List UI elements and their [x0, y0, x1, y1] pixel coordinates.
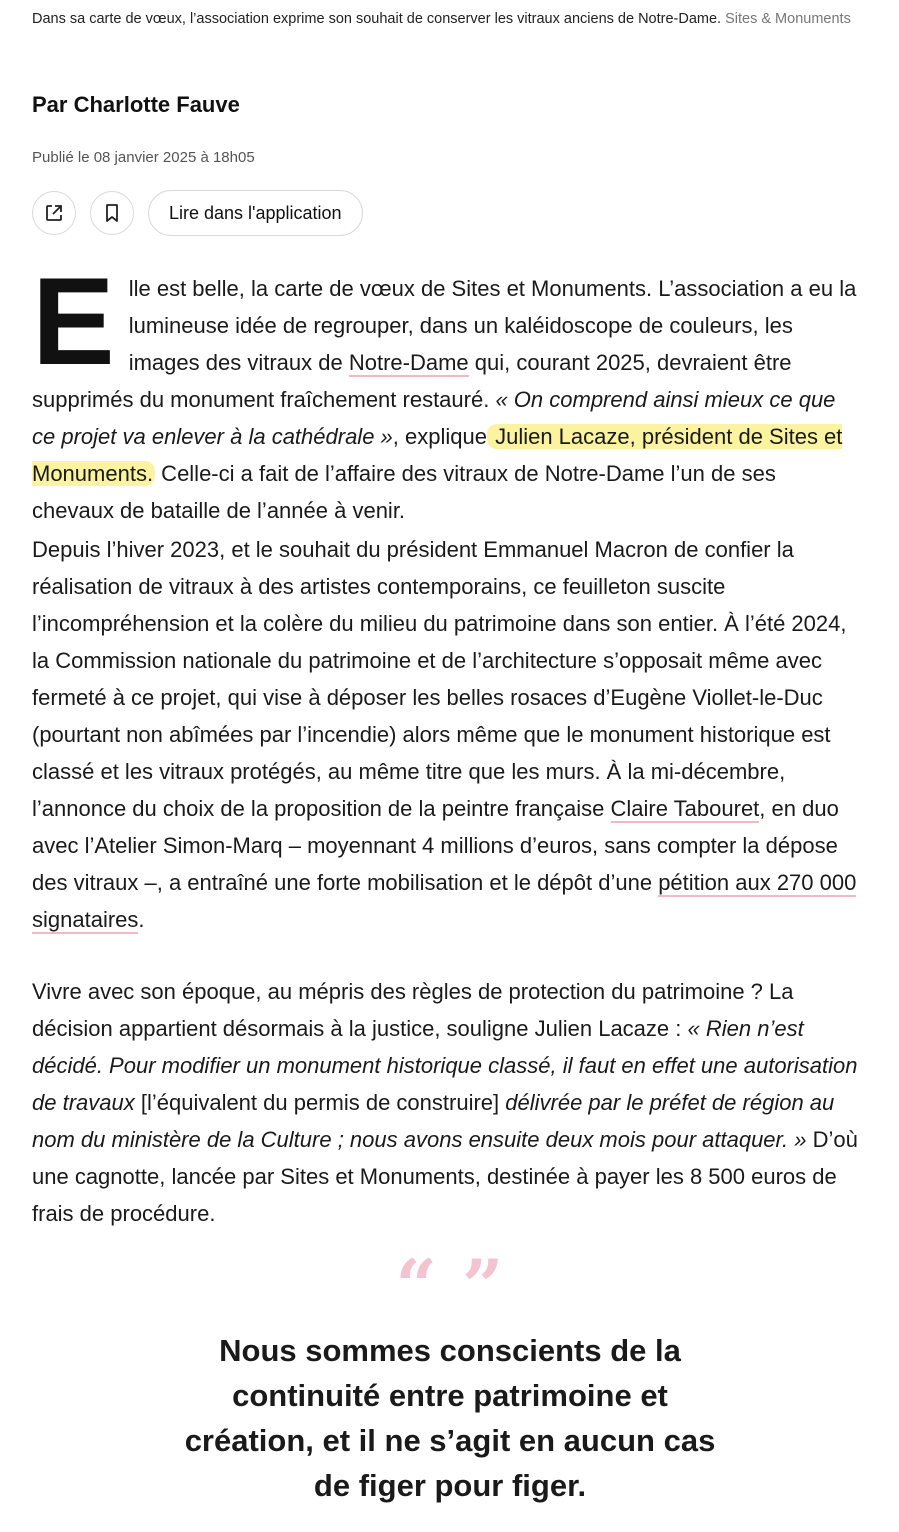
image-caption	[32, 8, 852, 30]
article-body	[32, 253, 862, 1232]
share-button[interactable]	[32, 191, 76, 235]
quote-text: délivrée par le préfet de région au nom du ministère de la Culture ; nous avons ensuite deux mois pour attaquer. »	[32, 1090, 835, 1152]
paragraph-1	[32, 253, 862, 529]
paragraph-2	[32, 531, 862, 938]
paragraph-text: Vivre avec son époque, au mépris des règles de protection du patrimoine ? La décision appartient désormais à la justice, souligne Julien Lacaze :	[32, 979, 794, 1041]
open-in-app-button[interactable]: Lire dans l'application	[148, 190, 363, 236]
paragraph-text: Celle-ci a fait de l’affaire des vitraux de Notre-Dame l’un de ses chevaux de bataille de l’année à venir.	[32, 461, 776, 523]
publish-date: Publié le 08 janvier 2025 à 18h05	[32, 149, 255, 166]
paragraph-text: lle est belle, la carte de vœux de Sites et Monuments. L’association a eu la lumineuse idée de regrouper, dans un kaléidoscope de couleurs, les images des vitraux de	[128, 276, 857, 375]
paragraph-text: , en duo avec l’Atelier Simon-Marq – moyennant 4 millions d’euros, sans compter la dépose des vitraux –, a entraîné une forte mobilisation et le dépôt d’une	[32, 796, 839, 895]
link-notre-dame[interactable]: Notre-Dame	[348, 350, 469, 375]
caption-credit: Sites & Monuments	[725, 11, 851, 27]
pull-quote: Nous sommes conscients de la continuité entre patrimoine et création, et il ne s’agit en aucun cas de figer pour figer.	[184, 1333, 716, 1503]
author-byline[interactable]: Par Charlotte Fauve	[32, 92, 240, 117]
paragraph-text: qui, courant 2025, devraient être supprimés du monument fraîchement restauré.	[32, 350, 792, 412]
bookmark-icon	[102, 202, 122, 224]
link-petition[interactable]: pétition aux 270 000 signataires	[32, 870, 857, 932]
quote-text: « On comprend ainsi mieux ce que ce projet va enlever à la cathédrale »	[32, 387, 836, 449]
article-toolbar	[32, 190, 363, 236]
paragraph-text: .	[138, 907, 145, 932]
paragraph-text: [l’équivalent du permis de construire]	[134, 1090, 506, 1115]
paragraph-text: D’où une cagnotte, lancée par Sites et Monuments, destinée à payer les 8 500 euros de frais de procédure.	[32, 1127, 858, 1226]
external-link-icon	[43, 202, 65, 224]
quote-text: « Rien n’est décidé. Pour modifier un monument historique classé, il faut en effet une autorisation de travaux	[32, 1016, 858, 1115]
link-claire-tabouret[interactable]: Claire Tabouret	[610, 796, 760, 821]
quote-marks-icon: “ ”	[395, 1243, 504, 1328]
bookmark-button[interactable]	[90, 191, 134, 235]
paragraph-text: Depuis l’hiver 2023, et le souhait du président Emmanuel Macron de confier la réalisation de vitraux à des artistes contemporains, ce feuilleton suscite l’incompréhension et la colère du milieu du patrimoine dans son entier. À l’été 2024, la Commission nationale du patrimoine et de l’architecture s’opposait même avec fermeté à ce projet, qui vise à déposer les belles rosaces d’Eugène Viollet-le-Duc (pourtant non abîmées par l’incendie) alors même que le monument historique est classé et les vitraux protégés, au même titre que les murs. À la mi-décembre, l’annonce du choix de la proposition de la peintre française	[32, 537, 847, 821]
paragraph-text: , explique	[392, 424, 487, 449]
paragraph-3	[32, 973, 862, 1232]
drop-cap: E	[32, 253, 115, 391]
highlighted-text[interactable]: Julien Lacaze, président de Sites et Monuments.	[32, 424, 843, 486]
caption-text: Dans sa carte de vœux, l’association exprime son souhait de conserver les vitraux anciens de Notre-Dame.	[32, 11, 722, 27]
